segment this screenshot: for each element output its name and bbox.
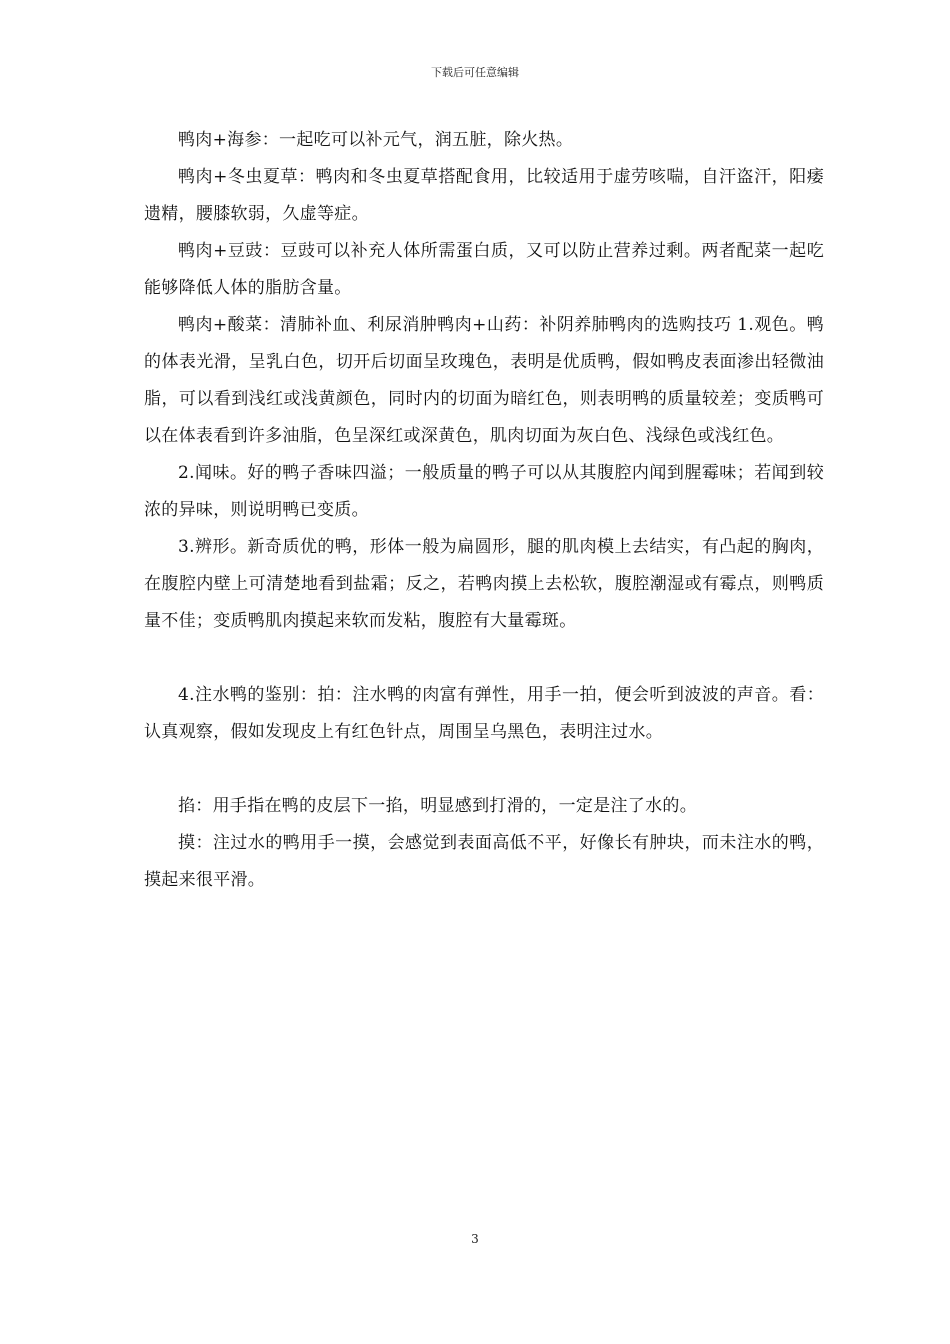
paragraph-touch: 摸：注过水的鸭用手一摸，会感觉到表面高低不平，好像长有肿块，而未注水的鸭，摸起来很平滑。: [144, 833, 824, 890]
paragraph-smell: 2.闻味。好的鸭子香味四溢；一般质量的鸭子可以从其腹腔内闻到腥霉味；若闻到较浓的异味，则说明鸭已变质。: [144, 463, 824, 520]
paragraph-pinch: 掐：用手指在鸭的皮层下一掐，明显感到打滑的，一定是注了水的。: [178, 796, 697, 816]
page-header: 下载后可任意编辑: [431, 66, 519, 79]
document-body: [144, 122, 824, 899]
paragraph-water-injected: 4.注水鸭的鉴别：拍：注水鸭的肉富有弹性，用手一拍，便会听到波波的声音。看：认真观察，假如发现皮上有红色针点，周围呈乌黑色，表明注过水。: [144, 685, 824, 742]
paragraph-duck-sea-cucumber: 鸭肉+海参：一起吃可以补元气，润五脏，除火热。: [178, 130, 574, 150]
page-number: 3: [471, 1232, 479, 1246]
paragraph-shape: 3.辨形。新奇质优的鸭，形体一般为扁圆形，腿的肌肉模上去结实，有凸起的胸肉，在腹腔内壁上可清楚地看到盐霜；反之，若鸭肉摸上去松软，腹腔潮湿或有霉点，则鸭质量不佳；变质鸭肌肉摸起来软而发粘，腹腔有大量霉斑。: [144, 537, 824, 631]
paragraph-duck-fermented-soybean: 鸭肉+豆豉：豆豉可以补充人体所需蛋白质，又可以防止营养过剩。两者配菜一起吃能够降低人体的脂肪含量。: [144, 241, 824, 298]
paragraph-duck-sauerkraut-and-color: 鸭肉+酸菜：清肺补血、利尿消肿鸭肉+山药：补阴养肺鸭肉的选购技巧 1.观色。鸭的体表光滑，呈乳白色，切开后切面呈玫瑰色，表明是优质鸭，假如鸭皮表面渗出轻微油脂，可以看到浅红或浅黄颜色，同时内的切面为暗红色，则表明鸭的质量较差；变质鸭可以在体表看到许多油脂，色呈深红或深黄色，肌肉切面为灰白色、浅绿色或浅红色。: [144, 315, 824, 446]
paragraph-duck-cordyceps: 鸭肉+冬虫夏草：鸭肉和冬虫夏草搭配食用，比较适用于虚劳咳喘，自汗盗汗，阳痿遗精，腰膝软弱，久虚等症。: [144, 167, 824, 224]
